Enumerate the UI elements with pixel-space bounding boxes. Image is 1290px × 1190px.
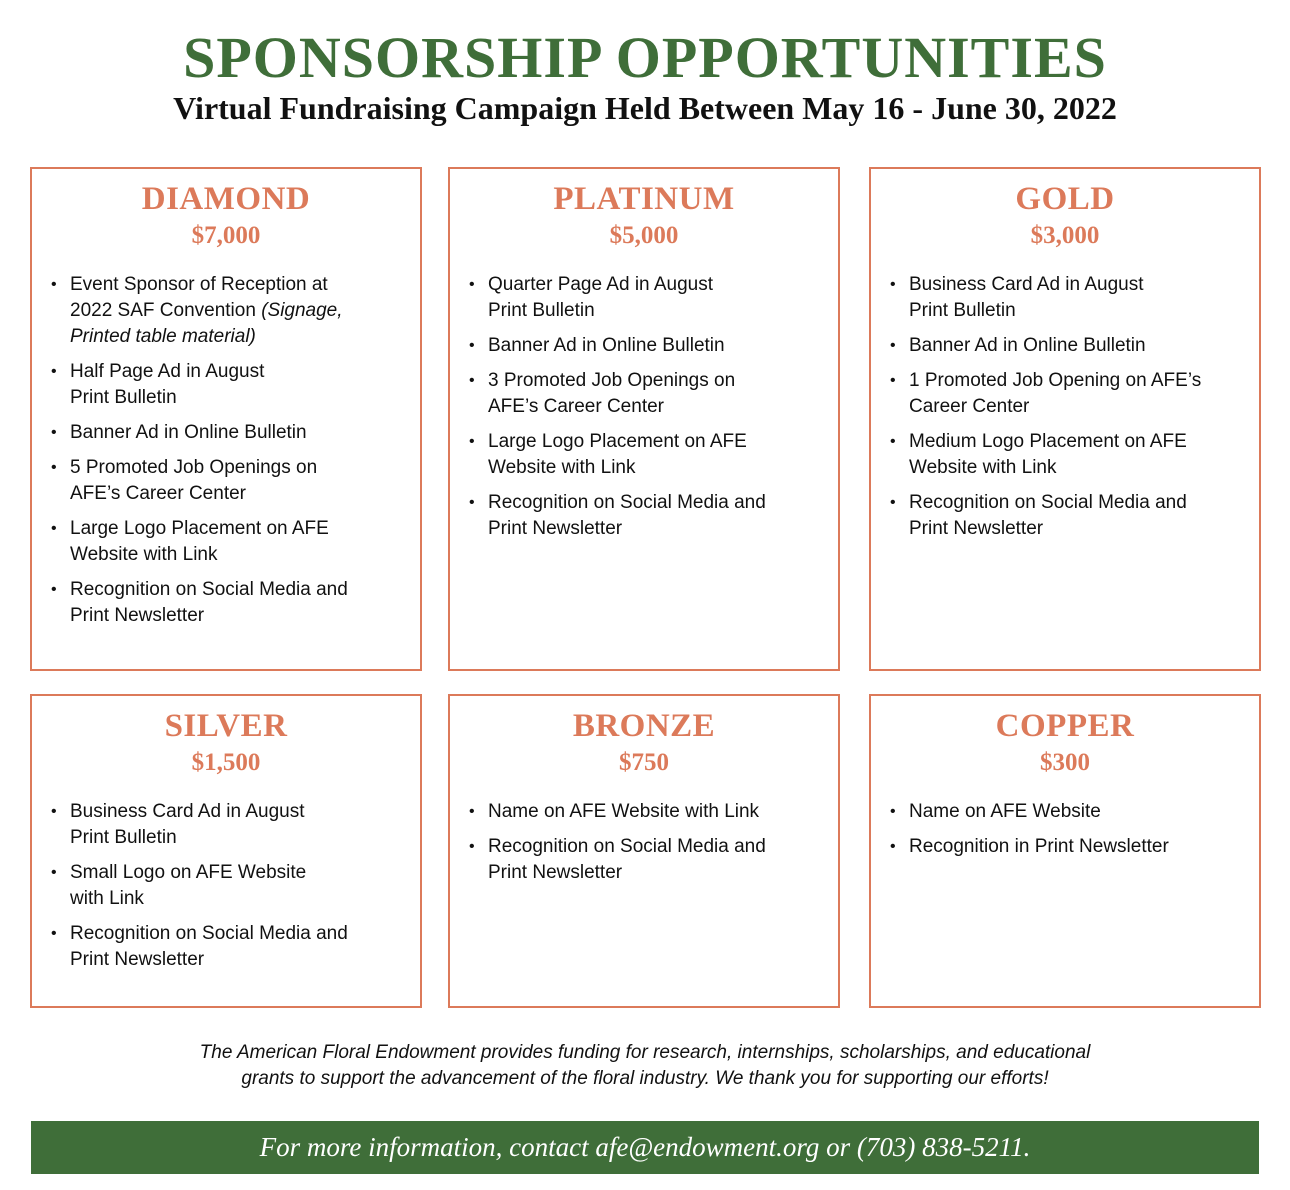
benefit-text: Banner Ad in Online Bulletin: [909, 335, 1146, 356]
tier-price: $1,500: [191, 749, 261, 776]
tier-card-bronze: [448, 694, 840, 1008]
tier-card-silver: [30, 694, 422, 1008]
benefit-item: [887, 333, 1243, 359]
tier-price: $7,000: [191, 222, 261, 249]
benefit-text: Quarter Page Ad in August Print Bulletin: [488, 274, 713, 321]
benefit-text: Recognition on Social Media and Print Newsletter: [488, 836, 766, 883]
benefit-item: [466, 799, 822, 825]
benefit-text: Large Logo Placement on AFE Website with Link: [488, 431, 747, 478]
benefit-list: [450, 799, 838, 886]
contact-bar: For more information, contact afe@endowment.org or (703) 838-5211.: [31, 1121, 1259, 1174]
benefit-item: [48, 272, 404, 350]
benefit-list: [871, 799, 1259, 860]
benefit-list: [871, 272, 1259, 542]
benefit-item: [887, 272, 1243, 324]
benefit-item: [466, 490, 822, 542]
benefit-text: Name on AFE Website with Link: [488, 801, 760, 822]
benefit-item: [48, 359, 404, 411]
page-title: SPONSORSHIP OPPORTUNITIES: [183, 25, 1107, 90]
benefit-list: [32, 272, 420, 629]
benefit-item: [48, 420, 404, 446]
benefit-text: Recognition on Social Media and Print Newsletter: [70, 579, 348, 626]
tier-price: $3,000: [1030, 222, 1100, 249]
benefit-item: [48, 455, 404, 507]
benefit-list: [450, 272, 838, 542]
benefit-item: [887, 799, 1243, 825]
benefit-item: [48, 577, 404, 629]
tier-name: COPPER: [995, 708, 1135, 744]
benefit-item: [887, 490, 1243, 542]
benefit-note: (Signage, Printed table material): [70, 300, 343, 347]
tier-card-platinum: [448, 167, 840, 671]
benefit-text: Recognition on Social Media and Print Newsletter: [488, 492, 766, 539]
tier-name: PLATINUM: [553, 181, 735, 217]
description-line: The American Floral Endowment provides funding for research, internships, scholarships, and educational: [199, 1042, 1091, 1063]
benefit-list: [32, 799, 420, 973]
endowment-description: [0, 1040, 1290, 1092]
benefit-text: Name on AFE Website: [909, 801, 1101, 822]
benefit-item: [466, 272, 822, 324]
benefit-text: Large Logo Placement on AFE Website with Link: [70, 518, 329, 565]
benefit-text: Half Page Ad in August Print Bulletin: [70, 361, 265, 408]
tier-name: GOLD: [1015, 181, 1115, 217]
tier-card-copper: [869, 694, 1261, 1008]
benefit-item: [887, 834, 1243, 860]
benefit-text: 1 Promoted Job Opening on AFE’s Career Center: [909, 370, 1202, 417]
tier-name: SILVER: [164, 708, 288, 744]
benefit-text: Banner Ad in Online Bulletin: [488, 335, 725, 356]
tier-grid: [30, 167, 1261, 1008]
benefit-item: [48, 516, 404, 568]
tier-price: $750: [619, 749, 669, 776]
benefit-item: [466, 333, 822, 359]
description-line: grants to support the advancement of the floral industry. We thank you for supporting our efforts!: [241, 1068, 1049, 1089]
tier-name: BRONZE: [572, 708, 716, 744]
tier-price: $5,000: [609, 222, 679, 249]
benefit-item: [466, 368, 822, 420]
tier-card-diamond: [30, 167, 422, 671]
benefit-text: Event Sponsor of Reception at 2022 SAF Convention: [70, 274, 328, 321]
tier-card-gold: [869, 167, 1261, 671]
benefit-item: [466, 429, 822, 481]
benefit-text: 5 Promoted Job Openings on AFE’s Career Center: [70, 457, 318, 504]
page-subtitle: Virtual Fundraising Campaign Held Between May 16 - June 30, 2022: [173, 90, 1117, 126]
benefit-text: Business Card Ad in August Print Bulletin: [70, 801, 305, 848]
benefit-text: Business Card Ad in August Print Bulletin: [909, 274, 1144, 321]
benefit-item: [48, 799, 404, 851]
benefit-item: [887, 368, 1243, 420]
benefit-item: [48, 921, 404, 973]
benefit-item: [48, 860, 404, 912]
benefit-text: Medium Logo Placement on AFE Website with Link: [909, 431, 1187, 478]
benefit-text: Small Logo on AFE Website with Link: [70, 862, 307, 909]
benefit-text: 3 Promoted Job Openings on AFE’s Career Center: [488, 370, 736, 417]
benefit-text: Recognition in Print Newsletter: [909, 836, 1169, 857]
benefit-text: Recognition on Social Media and Print Newsletter: [70, 923, 348, 970]
benefit-text: Recognition on Social Media and Print Newsletter: [909, 492, 1187, 539]
benefit-item: [466, 834, 822, 886]
tier-price: $300: [1040, 749, 1090, 776]
benefit-text: Banner Ad in Online Bulletin: [70, 422, 307, 443]
benefit-item: [887, 429, 1243, 481]
tier-name: DIAMOND: [141, 181, 311, 217]
